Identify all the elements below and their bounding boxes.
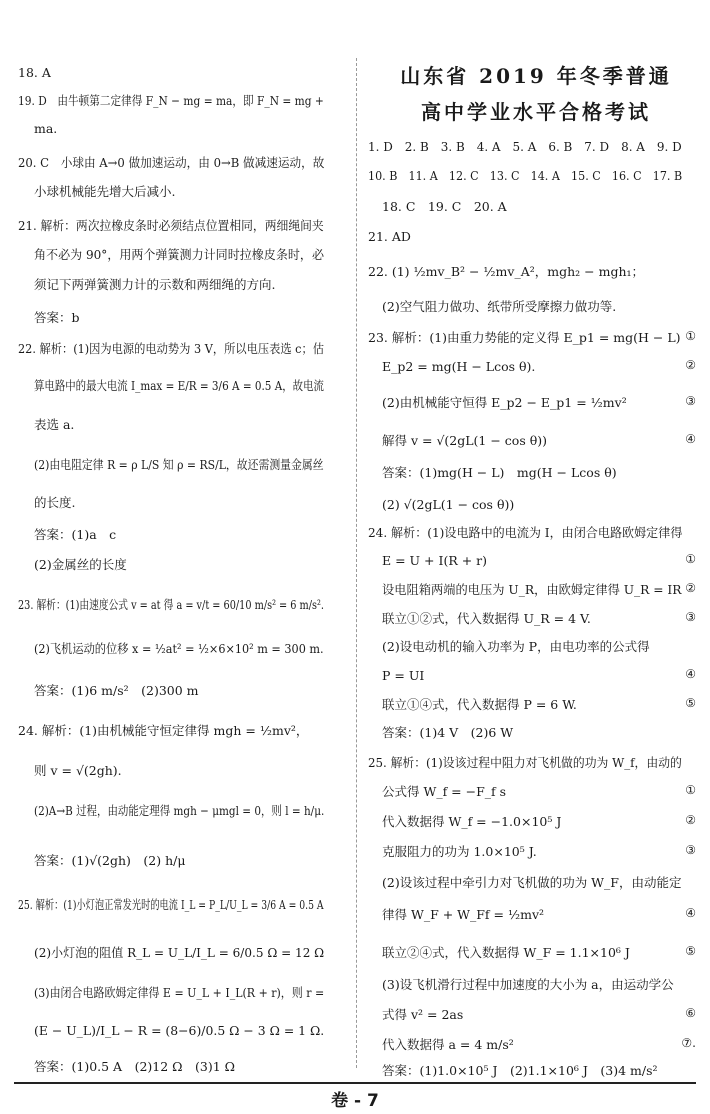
- equation-number: ②: [685, 581, 696, 595]
- equation-number: ①: [685, 552, 696, 566]
- right-line: 联立①②式，代入数据得 U_R = 4 V.: [382, 611, 591, 626]
- right-line: 答案：(1)1.0×10⁵ J (2)1.1×10⁶ J (3)4 m/s²: [382, 1063, 658, 1078]
- left-line: (E − U_L)/I_L − R = (8−6)/0.5 Ω − 3 Ω = 1 Ω.: [34, 1023, 325, 1038]
- left-line: 角不必为 90°，用两个弹簧测力计同时拉橡皮条时，必: [34, 247, 324, 262]
- right-line: 克服阻力的功为 1.0×10⁵ J.: [382, 844, 537, 859]
- right-line: 设电阻箱两端的电压为 U_R，由欧姆定律得 U_R = IR: [382, 582, 682, 597]
- equation-number: ②: [685, 813, 696, 827]
- left-line: 答案：(1)√(2gh) (2) h/μ: [34, 853, 186, 868]
- right-line: (2)设该过程中牵引力对飞机做的功为 W_F，由动能定: [382, 875, 682, 890]
- page-footer: 卷 - 7: [331, 1091, 379, 1111]
- left-line: 算电路中的最大电流 I_max = E/R = 3/6 A = 0.5 A，故电流: [34, 378, 324, 393]
- left-line: (2)A→B 过程，由动能定理得 mgh − μmgl = 0，则 l = h/μ.: [34, 803, 325, 818]
- column-divider: [356, 58, 357, 1068]
- equation-number: ⑦.: [681, 1036, 696, 1050]
- right-line: 解得 v = √(2gL(1 − cos θ)): [382, 433, 547, 448]
- left-line: (2)金属丝的长度: [34, 557, 127, 572]
- equation-number: ①: [685, 783, 696, 797]
- right-line: 联立②④式，代入数据得 W_F = 1.1×10⁶ J: [382, 945, 630, 960]
- right-line: 1. D 2. B 3. B 4. A 5. A 6. B 7. D 8. A 9. D: [368, 139, 682, 154]
- left-line: 19. D 由牛顿第二定律得 F_N − mg = ma，即 F_N = mg +: [18, 93, 324, 108]
- right-line: 18. C 19. C 20. A: [382, 199, 507, 214]
- left-line: ma.: [34, 121, 58, 136]
- right-line: (2)空气阻力做功、纸带所受摩擦力做功等.: [382, 299, 617, 314]
- right-line: 22. (1) ½mv_B² − ½mv_A²，mgh₂ − mgh₁；: [368, 264, 645, 279]
- left-line: 25. 解析：(1)小灯泡正常发光时的电流 I_L = P_L/U_L = 3/6 A = 0.5 A: [18, 897, 324, 912]
- equation-number: ④: [685, 906, 696, 920]
- right-line: 10. B 11. A 12. C 13. C 14. A 15. C 16. C 17. B: [368, 168, 683, 183]
- left-line: 答案：(1)0.5 A (2)12 Ω (3)1 Ω: [34, 1059, 236, 1074]
- left-line: 的长度.: [34, 495, 76, 510]
- right-line: 律得 W_F + W_Ff = ½mv²: [382, 907, 545, 922]
- left-line: (2)小灯泡的阻值 R_L = U_L/I_L = 6/0.5 Ω = 12 Ω: [34, 945, 325, 960]
- right-line: 21. AD: [368, 229, 411, 244]
- left-line: (2)飞机运动的位移 x = ½at² = ½×6×10² m = 300 m.: [34, 641, 324, 656]
- right-line: 答案：(1)4 V (2)6 W: [382, 725, 514, 740]
- equation-number: ③: [685, 610, 696, 624]
- equation-number: ①: [685, 329, 696, 343]
- left-line: (2)由电阻定律 R = ρ L/S 知 ρ = RS/L，故还需测量金属丝: [34, 457, 324, 472]
- right-line: (3)设飞机滑行过程中加速度的大小为 a，由运动学公: [382, 977, 674, 992]
- left-line: 22. 解析：(1)因为电源的电动势为 3 V，所以电压表选 c；估: [18, 341, 324, 356]
- equation-number: ②: [685, 358, 696, 372]
- left-line: 则 v = √(2gh).: [34, 763, 122, 778]
- left-line: 表选 a.: [34, 417, 75, 432]
- right-line: 代入数据得 W_f = −1.0×10⁵ J: [382, 814, 562, 829]
- equation-number: ⑥: [685, 1006, 696, 1020]
- right-line: E_p2 = mg(H − Lcos θ).: [382, 359, 536, 374]
- right-line: (2)设电动机的输入功率为 P，由电功率的公式得: [382, 639, 650, 654]
- right-line: 式得 v² = 2as: [382, 1007, 464, 1022]
- left-line: 23. 解析：(1)由速度公式 v = at 得 a = v/t = 60/10 m/s² = 6 m/s².: [18, 597, 325, 612]
- right-line: 23. 解析：(1)由重力势能的定义得 E_p1 = mg(H − L): [368, 330, 681, 345]
- equation-number: ③: [685, 843, 696, 857]
- right-line: E = U + I(R + r): [382, 553, 487, 568]
- left-line: (3)由闭合电路欧姆定律得 E = U_L + I_L(R + r)，则 r =: [34, 985, 325, 1000]
- equation-number: ④: [685, 667, 696, 681]
- left-line: 21. 解析：两次拉橡皮条时必须结点位置相同，两细绳间夹: [18, 218, 324, 233]
- right-line: 25. 解析：(1)设该过程中阻力对飞机做的功为 W_f，由动的: [368, 755, 682, 770]
- right-line: 答案：(1)mg(H − L) mg(H − Lcos θ): [382, 465, 617, 480]
- left-line: 答案：(1)a c: [34, 527, 117, 542]
- left-line: 20. C 小球由 A→0 做加速运动，由 0→B 做减速运动，故: [18, 155, 325, 170]
- right-line: P = UI: [382, 668, 425, 683]
- right-line: 公式得 W_f = −F_f s: [382, 784, 507, 799]
- left-line: 答案：(1)6 m/s² (2)300 m: [34, 683, 199, 698]
- equation-number: ③: [685, 394, 696, 408]
- exam-title-line-1: 山东省 2019 年冬季普通: [400, 64, 672, 88]
- right-line: 代入数据得 a = 4 m/s²: [382, 1037, 514, 1052]
- right-line: 24. 解析：(1)设电路中的电流为 I，由闭合电路欧姆定律得: [368, 525, 683, 540]
- left-line: 小球机械能先增大后减小.: [34, 184, 176, 199]
- left-line: 须记下两弹簧测力计的示数和两细绳的方向.: [34, 277, 276, 292]
- right-line: (2) √(2gL(1 − cos θ)): [382, 497, 515, 512]
- equation-number: ⑤: [685, 696, 696, 710]
- exam-title-line-2: 高中学业水平合格考试: [421, 100, 651, 124]
- left-line: 18. A: [18, 65, 51, 80]
- equation-number: ⑤: [685, 944, 696, 958]
- left-line: 24. 解析：(1)由机械能守恒定律得 mgh = ½mv²，: [18, 723, 309, 738]
- left-line: 答案：b: [34, 310, 80, 325]
- footer-rule: [14, 1082, 696, 1084]
- right-line: (2)由机械能守恒得 E_p2 − E_p1 = ½mv²: [382, 395, 627, 410]
- right-line: 联立①④式，代入数据得 P = 6 W.: [382, 697, 577, 712]
- equation-number: ④: [685, 432, 696, 446]
